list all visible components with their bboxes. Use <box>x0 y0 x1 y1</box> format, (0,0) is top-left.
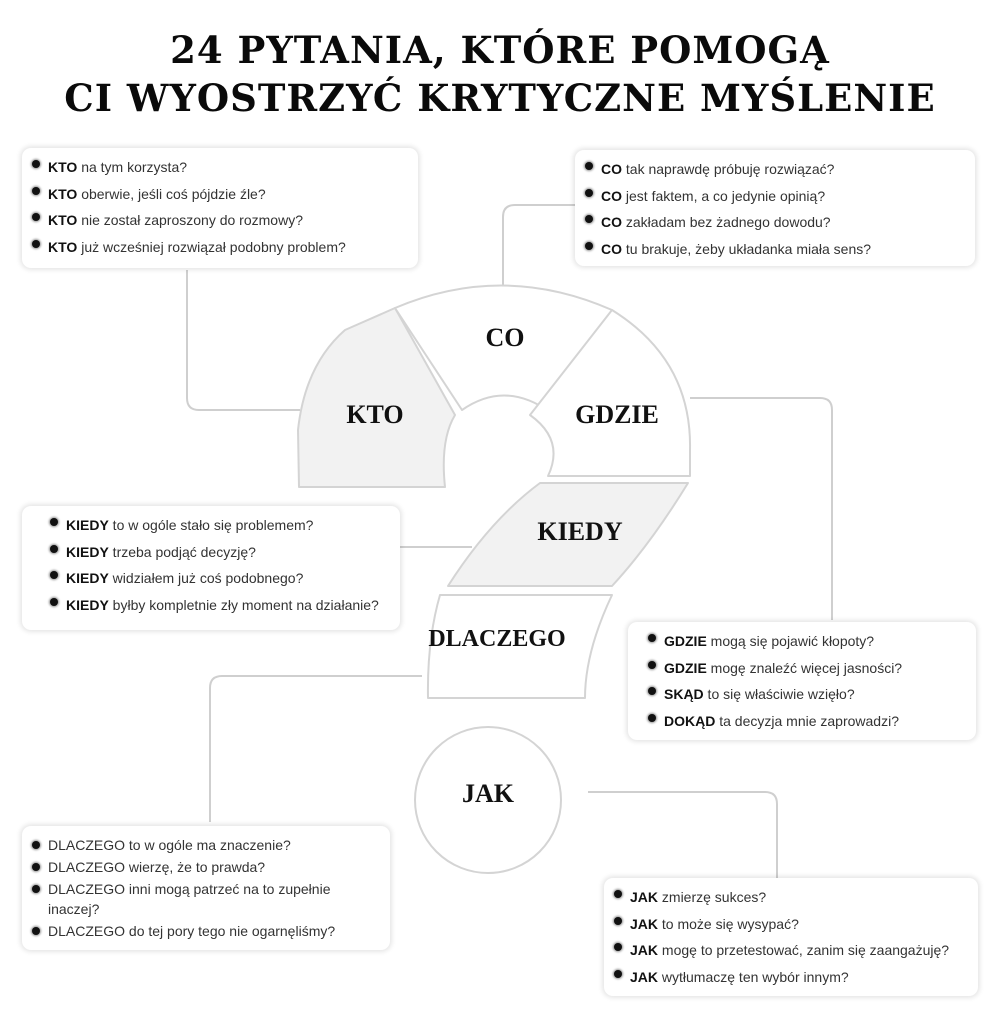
kiedy-question-4: KIEDY byłby kompletnie zły moment na działanie? <box>50 592 390 619</box>
jak-question-4: JAK wytłumaczę ten wybór innym? <box>614 964 968 991</box>
jak-question-1: JAK zmierzę sukces? <box>614 884 968 911</box>
gdzie-question-3: SKĄD to się właściwie wzięło? <box>648 681 966 708</box>
connector-gdzie <box>690 398 832 620</box>
dlaczego-question-3: DLACZEGO inni mogą patrzeć na to zupełnie inaczej? <box>32 879 358 919</box>
kiedy-question-3: KIEDY widziałem już coś podobnego? <box>50 565 390 592</box>
kto-question-3: KTO nie został zaproszony do rozmowy? <box>32 207 408 234</box>
connector-co <box>503 205 578 298</box>
segment-label-jak: JAK <box>462 779 514 808</box>
dlaczego-questions-box <box>22 826 390 950</box>
gdzie-questions-box <box>628 622 976 740</box>
dlaczego-question-4: DLACZEGO do tej pory tego nie ogarnęliśmy? <box>32 921 380 941</box>
segment-label-kiedy: KIEDY <box>537 517 623 546</box>
co-question-4: CO tu brakuje, żeby układanka miała sens? <box>585 236 965 263</box>
co-question-2: CO jest faktem, a co jedynie opinią? <box>585 183 965 210</box>
segment-label-gdzie: GDZIE <box>575 400 659 429</box>
kto-question-4: KTO już wcześniej rozwiązał podobny problem? <box>32 234 408 261</box>
title-line-1: 24 PYTANIA, KTÓRE POMOGĄ <box>170 28 830 72</box>
jak-question-2: JAK to może się wysypać? <box>614 911 968 938</box>
kiedy-question-2: KIEDY trzeba podjąć decyzję? <box>50 539 390 566</box>
kiedy-question-1: KIEDY to w ogóle stało się problemem? <box>50 512 390 539</box>
dlaczego-question-1: DLACZEGO to w ogóle ma znaczenie? <box>32 835 380 855</box>
jak-question-3: JAK mogę to przetestować, zanim się zaangażuję? <box>614 937 968 964</box>
gdzie-question-2: GDZIE mogę znaleźć więcej jasności? <box>648 655 966 682</box>
segment-label-kto: KTO <box>346 400 404 429</box>
co-question-3: CO zakładam bez żadnego dowodu? <box>585 209 965 236</box>
kto-question-2: KTO oberwie, jeśli coś pójdzie źle? <box>32 181 408 208</box>
title-line-2: CI WYOSTRZYĆ KRYTYCZNE MYŚLENIE <box>64 76 936 120</box>
connector-dlaczego <box>210 676 422 822</box>
segment-label-dlaczego: DLACZEGO <box>428 626 566 652</box>
connector-kto <box>187 270 300 410</box>
connector-jak <box>588 792 777 878</box>
co-question-1: CO tak naprawdę próbuję rozwiązać? <box>585 156 965 183</box>
gdzie-question-4: DOKĄD ta decyzja mnie zaprowadzi? <box>648 708 966 735</box>
dlaczego-question-2: DLACZEGO wierzę, że to prawda? <box>32 857 380 877</box>
jak-questions-box <box>604 878 978 996</box>
gdzie-question-1: GDZIE mogą się pojawić kłopoty? <box>648 628 966 655</box>
kiedy-questions-box <box>22 506 400 630</box>
segment-label-co: CO <box>485 323 525 352</box>
co-questions-box <box>575 150 975 266</box>
kto-question-1: KTO na tym korzysta? <box>32 154 408 181</box>
kto-questions-box <box>22 148 418 268</box>
